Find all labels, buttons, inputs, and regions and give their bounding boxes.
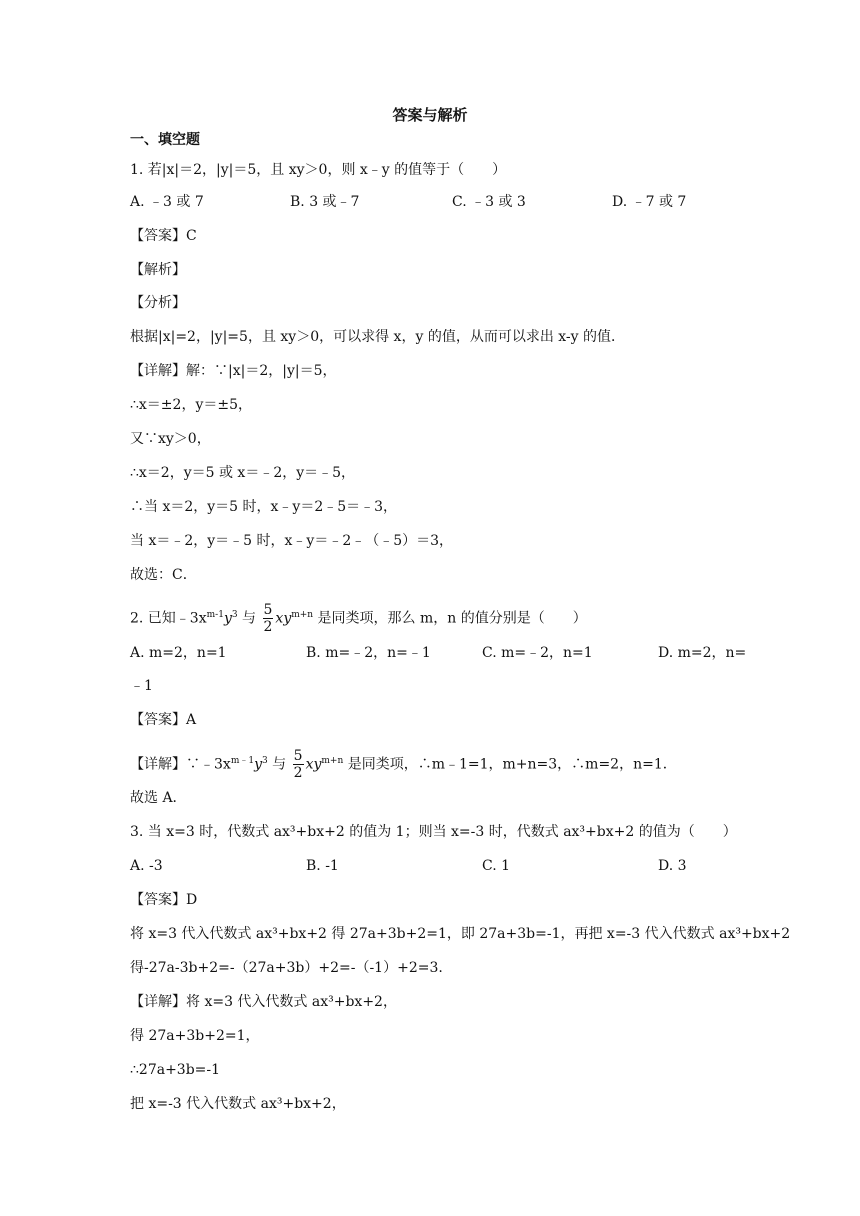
q2-detail-text-c: 与 (267, 756, 291, 773)
q2-exp-1: m-1 (206, 609, 224, 620)
q1-answer: 【答案】C (130, 228, 197, 244)
q2-detail-fraction-denominator: 2 (293, 765, 303, 781)
q1-option-a: A. ﹣3 或 7 (130, 194, 204, 210)
q2-answer: 【答案】A (130, 712, 197, 728)
q2-option-a: A. m=2，n=1 (130, 645, 227, 661)
q2-detail-text-e: 是同类项，∴m﹣1=1，m+n=3，∴m=2，n=1． (343, 756, 677, 773)
q2-fraction-numerator: 5 (263, 602, 273, 618)
q1-detail-3: 又∵xy＞0， (130, 431, 211, 447)
q2-fraction-denominator: 2 (263, 619, 273, 635)
q1-detail-2: ∴x＝±2，y＝±5， (130, 397, 252, 413)
q3-detail-1: 【详解】将 x=3 代入代数式 ax³+bx+2， (130, 994, 397, 1010)
q1-detail-4: ∴x＝2，y＝5 或 x＝﹣2，y＝﹣5， (130, 465, 356, 481)
q2-detail-exp-1: m﹣1 (230, 755, 255, 766)
q1-detail-1: 【详解】解：∵|x|＝2，|y|＝5， (130, 363, 337, 379)
q2-stem-text-e: 是同类项，那么 m，n 的值分别是（ ） (313, 610, 587, 627)
q1-fenxi: 根据|x|=2，|y|=5，且 xy＞0，可以求得 x，y 的值，从而可以求出 x-y 的值． (130, 329, 626, 345)
q2-exp-2: 3 (231, 609, 238, 620)
q3-option-c: C. 1 (482, 858, 511, 874)
page-title: 答案与解析 (392, 106, 468, 124)
q3-option-a: A. -3 (130, 858, 163, 874)
q2-stem-text-c: 与 (237, 610, 261, 627)
q1-stem: 1. 若|x|＝2，|y|＝5，且 xy＞0，则 x﹣y 的值等于（ ） (130, 162, 507, 178)
q2-option-d: D. m=2，n= (658, 645, 747, 661)
q2-detail-fraction-numerator: 5 (293, 748, 303, 764)
q3-option-d: D. 3 (658, 858, 687, 874)
q2-detail-text-a: 【详解】∵﹣3x (130, 756, 231, 773)
q3-option-b: B. -1 (306, 858, 339, 874)
q3-stem: 3. 当 x=3 时，代数式 ax³+bx+2 的值为 1；则当 x=-3 时，代数式 ax³+bx+2 的值为（ ） (130, 824, 737, 840)
q3-explanation-2: 得-27a-3b+2=-（27a+3b）+2=-（-1）+2=3. (130, 960, 443, 976)
q2-option-d-continued: ﹣1 (130, 678, 153, 694)
q2-detail (130, 748, 677, 781)
q2-option-b: B. m=﹣2，n=﹣1 (306, 645, 431, 661)
q2-detail-text-d: xy (305, 756, 322, 773)
q3-explanation-1: 将 x=3 代入代数式 ax³+bx+2 得 27a+3b+2=1，即 27a+3b=-1，再把 x=-3 代入代数式 ax³+bx+2 (130, 926, 791, 942)
q3-detail-4: 把 x=-3 代入代数式 ax³+bx+2， (130, 1096, 346, 1112)
q2-stem-text-d: xy (275, 610, 292, 627)
q1-detail-5: ∴当 x＝2，y＝5 时，x﹣y＝2﹣5＝﹣3， (130, 499, 398, 515)
q1-analysis-tag: 【解析】 (130, 262, 186, 278)
q1-detail-6: 当 x＝﹣2，y＝﹣5 时，x﹣y＝﹣2﹣（﹣5）＝3， (130, 533, 454, 549)
q2-stem-text-a: 2. 已知﹣3x (130, 610, 207, 627)
q1-fenxi-tag: 【分析】 (130, 295, 186, 311)
q2-conclusion: 故选 A． (130, 790, 187, 806)
q1-option-d: D. ﹣7 或 7 (612, 194, 687, 210)
q1-option-b: B. 3 或﹣7 (290, 194, 360, 210)
q2-fraction (263, 602, 274, 635)
q2-stem-text-b: y (223, 610, 232, 627)
q3-answer: 【答案】D (130, 892, 198, 908)
q2-detail-exp-2: 3 (262, 755, 268, 766)
q1-conclusion: 故选：C． (130, 567, 197, 583)
section-heading: 一、填空题 (130, 132, 200, 148)
q3-detail-3: ∴27a+3b=-1 (130, 1062, 221, 1078)
q2-detail-text-b: y (254, 756, 262, 773)
q2-detail-exp-3: m+n (321, 755, 344, 766)
q2-exp-3: m+n (291, 609, 314, 620)
q3-detail-2: 得 27a+3b+2=1， (130, 1028, 260, 1044)
q2-stem (130, 602, 587, 635)
q2-option-c: C. m=﹣2，n=1 (482, 645, 593, 661)
q1-option-c: C. ﹣3 或 3 (452, 194, 526, 210)
q2-detail-fraction (293, 748, 304, 781)
